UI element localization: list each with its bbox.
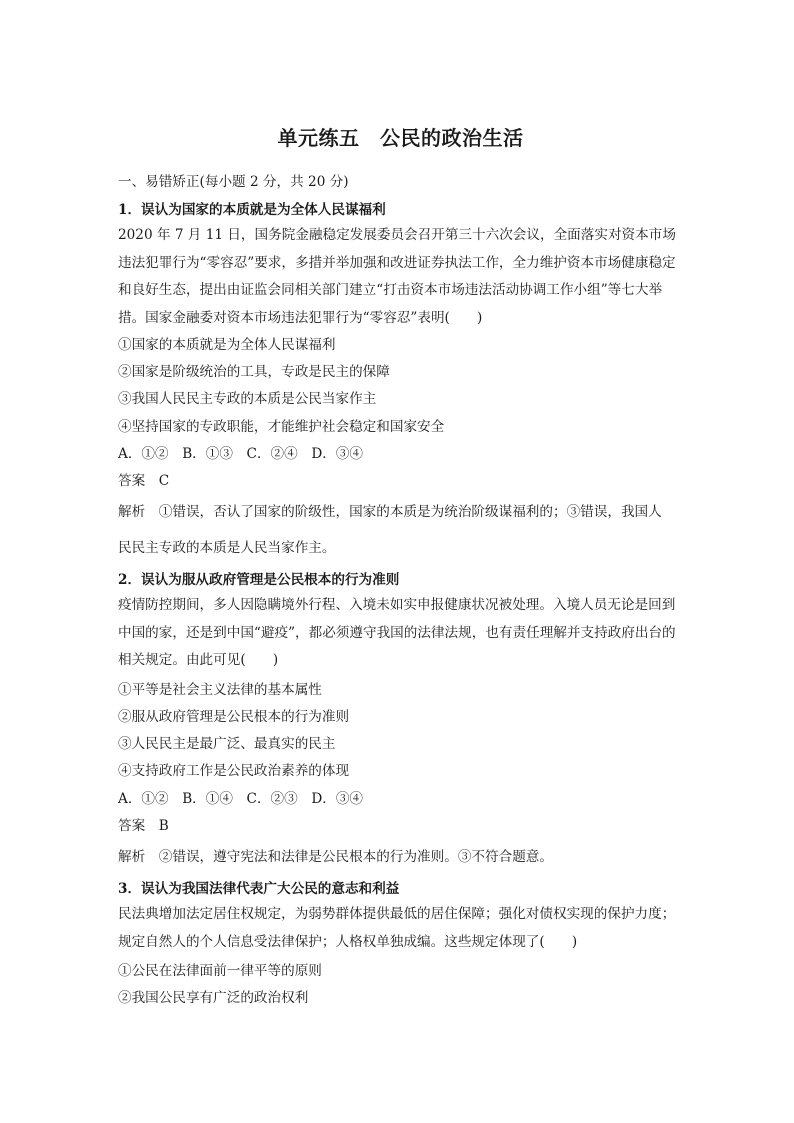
question-2-stem: 疫情防控期间，多人因隐瞒境外行程、入境未如实申报健康状况被处理。入境人员无论是回到中国的家，还是到中国“避疫”，都必须遵守我国的法律法规，也有责任理解并支持政府出台的相关规定。由此可见( ): [118, 597, 676, 668]
question-2-option-3: ③人民民主是最广泛、最真实的民主: [118, 736, 336, 752]
page-title: 单元练五 公民的政治生活: [277, 126, 524, 150]
question-2-analysis: 解析 ②错误，遵守宪法和法律是公民根本的行为准则。③不符合题意。: [118, 849, 553, 865]
question-2-answer: 答案 B: [118, 818, 169, 834]
question-1-stem: 2020 年 7 月 11 日，国务院金融稳定发展委员会召开第三十六次会议，全面落实对资本市场违法犯罪行为“零容忍”要求，多措并举加强和改进证券执法工作，全力维护资本市场健康稳定和良好生态，提出由证监会同相关部门建立“打击资本市场违法活动协调工作小组”等七大举措。国家金融委对资本市场违法犯罪行为“零容忍”表明( ): [118, 227, 676, 326]
question-2-option-2: ②服从政府管理是公民根本的行为准则: [118, 709, 350, 725]
question-1-option-3: ③我国人民民主专政的本质是公民当家作主: [118, 391, 377, 407]
question-1-analysis-cont: 民民主专政的本质是人民当家作主。: [118, 540, 336, 556]
question-3-option-2: ②我国公民享有广泛的政治权利: [118, 990, 309, 1006]
question-1-option-4: ④坚持国家的专政职能，才能维护社会稳定和国家安全: [118, 419, 445, 435]
question-3-stem: 民法典增加法定居住权规定，为弱势群体提供最低的居住保障；强化对债权实现的保护力度；规定自然人的个人信息受法律保护；人格权单独成编。这些规定体现了( ): [118, 906, 676, 950]
question-2-option-4: ④支持政府工作是公民政治素养的体现: [118, 763, 350, 779]
question-3-heading: 3．误认为我国法律代表广大公民的意志和利益: [118, 881, 400, 897]
section-heading: 一、易错矫正(每小题 2 分，共 20 分): [118, 174, 349, 190]
question-1-heading: 1．误认为国家的本质就是为全体人民谋福利: [118, 202, 386, 218]
question-1-answer: 答案 C: [118, 473, 170, 489]
question-1-choices: A．①② B．①③ C．②④ D．③④: [118, 446, 364, 462]
question-2-option-1: ①平等是社会主义法律的基本属性: [118, 682, 322, 698]
question-2-heading: 2．误认为服从政府管理是公民根本的行为准则: [118, 572, 400, 588]
question-1-option-2: ②国家是阶级统治的工具，专政是民主的保障: [118, 364, 390, 380]
question-2-choices: A．①② B．①④ C．②③ D．③④: [118, 791, 364, 807]
question-3-option-1: ①公民在法律面前一律平等的原则: [118, 963, 322, 979]
question-1-option-1: ①国家的本质就是为全体人民谋福利: [118, 337, 336, 353]
question-1-analysis: 解析 ①错误，否认了国家的阶级性，国家的本质是为统治阶级谋福利的；③错误，我国人: [118, 504, 662, 520]
